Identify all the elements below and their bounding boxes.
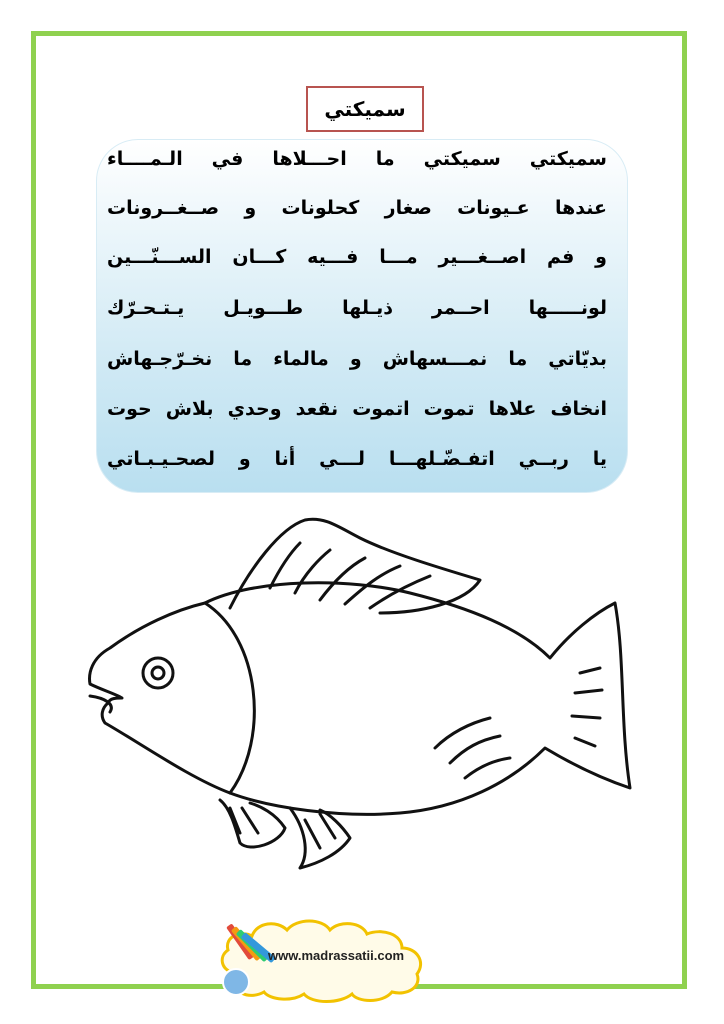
poem-box <box>96 139 628 493</box>
poem-line-1: سميكتي سميكتي ما احـــلاها في الـمــــاء <box>107 148 607 170</box>
website-url[interactable]: www.madrassatii.com <box>268 948 405 963</box>
poem-line-3: و فم اصــغـــير مـــا فـــيه كـــان الســـنّـــين <box>107 246 607 268</box>
poem-line-2: عندها عـيونات صغار كحلونات و صــغــرونات <box>107 197 607 219</box>
poem-line-4: لونـــــها احــمر ذيـلها طـــويـل يـتـحـرّك <box>107 297 607 319</box>
poem-line-6: انخاف علاها تموت اتموت نقعد وحدي بلاش حوت <box>107 398 607 420</box>
poem-line-5: بديّاتي ما نمـــسهاش و مالماء ما نخـرّجـهاش <box>107 348 607 370</box>
poem-title: سميكتي <box>306 86 424 132</box>
fish-illustration <box>80 508 640 908</box>
poem-line-7: يا ربــي اتفـضّـلهـــا لـــي أنا و لصحـيـبـاتي <box>107 448 607 470</box>
